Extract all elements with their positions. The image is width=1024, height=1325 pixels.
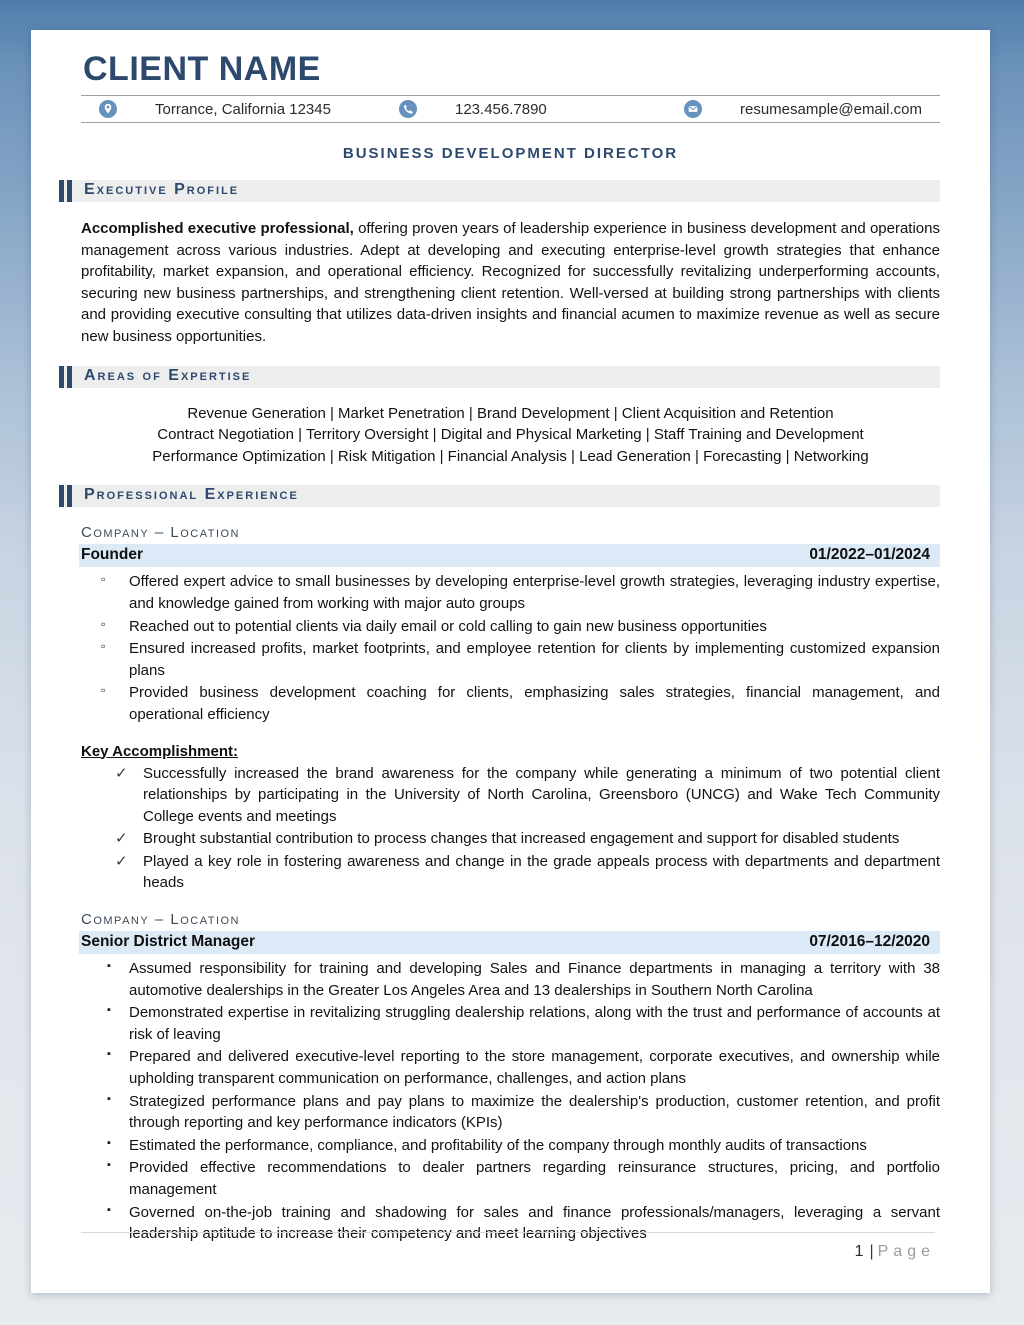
section-heading-label: Areas of Expertise: [84, 366, 252, 384]
expertise-line: Contract Negotiation | Territory Oversight | Digital and Physical Marketing | Staff Training and Development: [157, 426, 864, 444]
expertise-list: [81, 403, 940, 468]
section-heading-areas-of-expertise: [59, 366, 940, 388]
key-accomplishment-text: Brought substantial contribution to process changes that increased engagement and support for disabled students: [143, 830, 900, 848]
resume-page: [31, 30, 990, 1293]
job-bullet: [81, 638, 940, 681]
job-bullet-text: Offered expert advice to small businesses by developing enterprise-level growth strategies, leveraging industry expertise, and knowledge gained from working with major auto groups: [129, 573, 940, 612]
job-bullet-text: Demonstrated expertise in revitalizing struggling dealership relations, along with the trust and performance of accounts at risk of leaving: [129, 1004, 940, 1043]
square-bullet-icon: ▫: [101, 616, 106, 631]
square-bullet-icon: ▪: [107, 1004, 111, 1017]
section-heading-bars-icon: [59, 180, 72, 202]
executive-profile-paragraph: [81, 218, 940, 348]
job-block-senior-district-manager: [81, 911, 940, 1245]
job-bullet: [81, 571, 940, 614]
square-bullet-icon: ▪: [107, 1092, 111, 1105]
job-bullet-text: Strategized performance plans and pay plans to maximize the dealership's production, customer retention, and profit through reporting and key performance indicators (KPIs): [129, 1092, 940, 1132]
phone-icon: [399, 100, 417, 118]
job-bullet: [81, 682, 940, 725]
checkmark-icon: ✓: [115, 852, 128, 870]
section-heading-professional-experience: [59, 485, 940, 507]
job-bullet-list: [81, 571, 940, 725]
checkmark-icon: ✓: [115, 764, 128, 782]
job-bullet: [81, 1046, 940, 1089]
key-accomplishment-item: [81, 763, 940, 828]
contact-email: [684, 100, 922, 118]
square-bullet-icon: ▫: [101, 572, 106, 587]
key-accomplishment-text: Successfully increased the brand awareness for the company while generating a minimum of two potential client relationships by participating in the University of North Carolina, Greensboro (UNCG) and Wake Tech Community College events and meetings: [143, 764, 940, 825]
square-bullet-icon: ▫: [101, 683, 106, 698]
key-accomplishment-list: [81, 763, 940, 895]
expertise-line: Revenue Generation | Market Penetration | Brand Development | Client Acquisition and Retention: [187, 404, 834, 422]
job-bullet-text: Estimated the performance, compliance, and profitability of the company through monthly audits of transactions: [129, 1136, 867, 1154]
company-location-label: Company – Location: [81, 524, 241, 542]
job-bullet-text: Ensured increased profits, market footprints, and employee retention for clients by implementing customized expansion plans: [129, 640, 940, 679]
expertise-line: Performance Optimization | Risk Mitigation | Financial Analysis | Lead Generation | Forecasting | Networking: [152, 447, 869, 465]
footer-divider: |: [869, 1243, 874, 1260]
contact-email-text: resumesample@email.com: [740, 100, 922, 118]
profile-body-text: offering proven years of leadership experience in business development and operations management across various industries. Adept at developing and executing enterprise-level growth strategies that enhance profitability, market expansion, and operational efficiency. Recognized for successfully revitalizing underperforming accounts, securing new business partnerships, and strengthening client retention. Well-versed at building strong partnerships with clients and providing executive consulting that utilizes data-driven insights and financial acumen to maximize revenue as well as secure new business opportunities.: [81, 220, 940, 345]
job-bullet-text: Assumed responsibility for training and developing Sales and Finance departments in managing a territory with 38 automotive dealerships in the Greater Los Angeles Area and 13 dealerships in Southern North Carolina: [129, 960, 940, 999]
job-title: Senior District Manager: [81, 933, 255, 951]
section-heading-bars-icon: [59, 366, 72, 388]
profile-lead-text: Accomplished executive professional,: [81, 220, 354, 237]
square-bullet-icon: ▪: [107, 960, 111, 973]
key-accomplishment-item: [81, 851, 940, 894]
contact-location: [99, 100, 399, 118]
job-bullet-text: Provided business development coaching for clients, emphasizing sales strategies, financial management, and operational efficiency: [129, 684, 940, 723]
section-heading-executive-profile: [59, 180, 940, 202]
job-bullet-text: Provided effective recommendations to dealer partners regarding reinsurance structures, pricing, and portfolio management: [129, 1159, 940, 1198]
client-name: CLIENT NAME: [83, 50, 321, 88]
job-title-row: [79, 544, 940, 567]
footer-page-label: Page: [877, 1243, 935, 1260]
square-bullet-icon: ▪: [107, 1203, 111, 1216]
contact-location-text: Torrance, California 12345: [155, 100, 331, 118]
section-heading-label: Executive Profile: [84, 181, 240, 198]
job-dates: 07/2016–12/2020: [809, 933, 930, 951]
location-pin-icon: [99, 100, 117, 118]
job-block-founder: [81, 524, 940, 894]
square-bullet-icon: ▪: [107, 1136, 111, 1149]
contact-phone-text: 123.456.7890: [455, 100, 547, 118]
page-number: 1: [854, 1243, 864, 1260]
job-bullet: [81, 1157, 940, 1200]
job-bullet: [81, 1002, 940, 1045]
checkmark-icon: ✓: [115, 830, 128, 848]
job-bullet: [81, 616, 940, 638]
key-accomplishment-text: Played a key role in fostering awareness and change in the grade appeals process with departments and department heads: [143, 852, 940, 892]
contact-phone: [399, 100, 684, 118]
job-bullet: [81, 958, 940, 1001]
job-bullet-text: Prepared and delivered executive-level reporting to the store management, corporate executives, and ownership while upholding transparent communication on performance, challenges, and action plans: [129, 1048, 940, 1088]
job-dates: 01/2022–01/2024: [809, 546, 930, 564]
job-bullet: [81, 1091, 940, 1134]
section-heading-label: Professional Experience: [84, 486, 299, 504]
section-heading-bars-icon: [59, 485, 72, 507]
job-bullet: [81, 1135, 940, 1157]
job-title-row: [79, 931, 940, 954]
job-bullet-list: [81, 958, 940, 1245]
email-icon: [684, 100, 702, 118]
company-location-label: Company – Location: [81, 911, 241, 929]
key-accomplishment-label: Key Accomplishment:: [81, 742, 238, 760]
job-bullet-text: Governed on-the-job training and shadowing for sales and finance professionals/managers, leveraging a servant leadership aptitude to increase their competency and meet learning objectives: [129, 1203, 940, 1243]
key-accomplishment-item: [81, 828, 940, 850]
page-footer: [81, 1232, 935, 1261]
resume-job-title: BUSINESS DEVELOPMENT DIRECTOR: [342, 145, 679, 162]
job-title: Founder: [81, 546, 143, 564]
contact-band: [81, 95, 940, 123]
job-bullet-text: Reached out to potential clients via daily email or cold calling to gain new business opportunities: [129, 617, 767, 635]
square-bullet-icon: ▪: [107, 1159, 111, 1172]
square-bullet-icon: ▫: [101, 639, 106, 654]
square-bullet-icon: ▪: [107, 1048, 111, 1061]
